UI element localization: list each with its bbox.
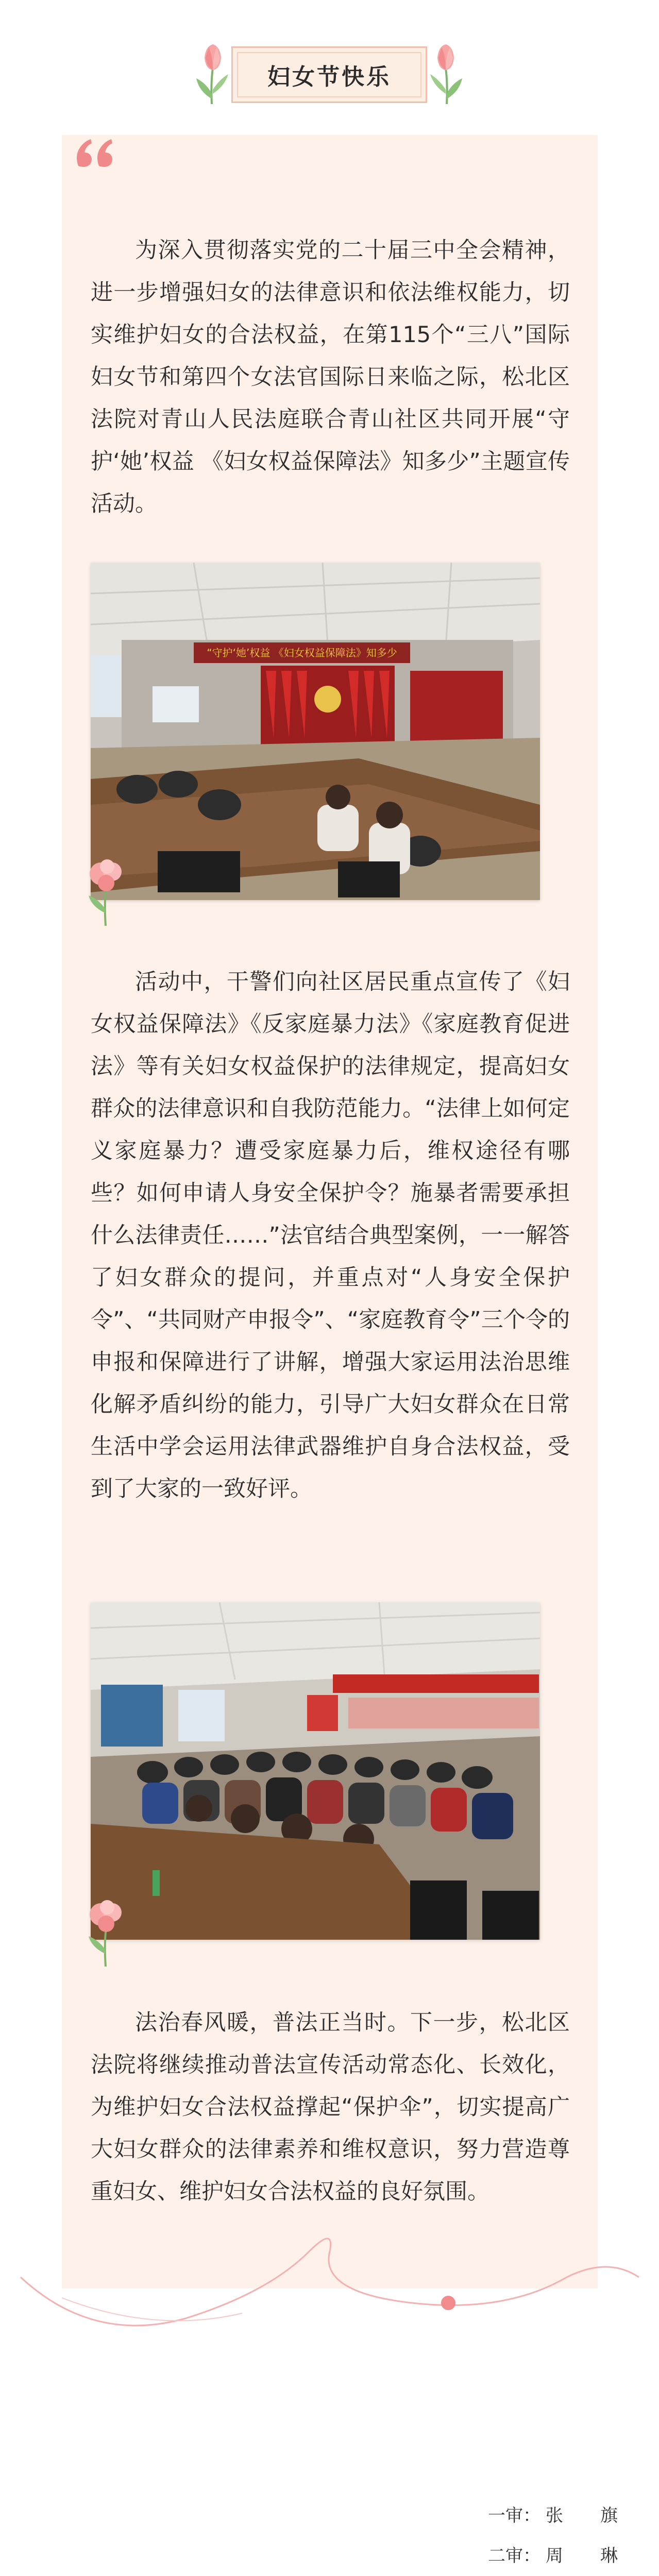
article-card <box>62 135 598 2289</box>
tulip-icon <box>191 42 232 109</box>
reviewer-role: 一审： <box>488 2505 540 2526</box>
paragraph-conclusion: 法治春风暖，普法正当时。下一步，松北区法院将继续推动普法宣传活动常态化、长效化，为维护妇女合法权益撑起“保护伞”，切实提高广大妇女群众的法律素养和维权意识，努力营造尊重妇女、维护妇女合法权益的良好氛围。 <box>91 2010 570 2205</box>
reviewer-list <box>432 2494 618 2576</box>
paragraph-activity: 活动中，干警们向社区居民重点宣传了《妇女权益保障法》《反家庭暴力法》《家庭教育促进法》等有关妇女权益保护的法律规定，提高妇女群众的法律意识和自我防范能力。“法律上如何定义家庭暴力？遭受家庭暴力后，维权途径有哪些？如何申请人身安全保护令？施暴者需要承担什么法律责任……”法官结合典型案例，一一解答了妇女群众的提问，并重点对“人身安全保护令”、“共同财产申报令”、“家庭教育令”三个令的申报和保障进行了讲解，增强大家运用法治思维化解矛盾纠纷的能力，引导广大妇女群众在日常生活中学会运用法律武器维护自身合法权益，受到了大家的一致好评。 <box>91 969 570 1502</box>
audience-photo <box>91 1602 540 1940</box>
event-photo-1 <box>91 563 540 900</box>
reviewer-name: 张 旗 <box>546 2505 618 2526</box>
tulip-icon <box>426 42 467 109</box>
page-title: 妇女节快乐 <box>267 64 391 90</box>
meeting-hall-photo <box>91 563 540 900</box>
quote-icon <box>73 135 120 168</box>
reviewer-role: 二审： <box>488 2545 540 2566</box>
reviewer-row <box>432 2534 618 2574</box>
photo-banner-text: “守护‘她’权益 《妇女权益保障法》知多少 <box>207 647 397 659</box>
title-banner <box>191 42 467 110</box>
reviewer-row <box>432 2574 618 2576</box>
banner-box <box>231 46 427 103</box>
flower-decoration-icon <box>82 1892 129 1969</box>
swirl-decoration-icon <box>0 2215 659 2370</box>
event-photo-2 <box>91 1602 540 1940</box>
paragraph-intro: 为深入贯彻落实党的二十届三中全会精神，进一步增强妇女的法律意识和依法维权能力，切实维护妇女的合法权益，在第115个“三八”国际妇女节和第四个女法官国际日来临之际，松北区法院对青山人民法庭联合青山社区共同开展“守护‘她’权益 《妇女权益保障法》知多少”主题宣传活动。 <box>91 238 570 517</box>
flower-decoration-icon <box>82 851 129 928</box>
reviewer-row <box>432 2494 618 2534</box>
reviewer-name: 周 琳 <box>546 2545 618 2566</box>
